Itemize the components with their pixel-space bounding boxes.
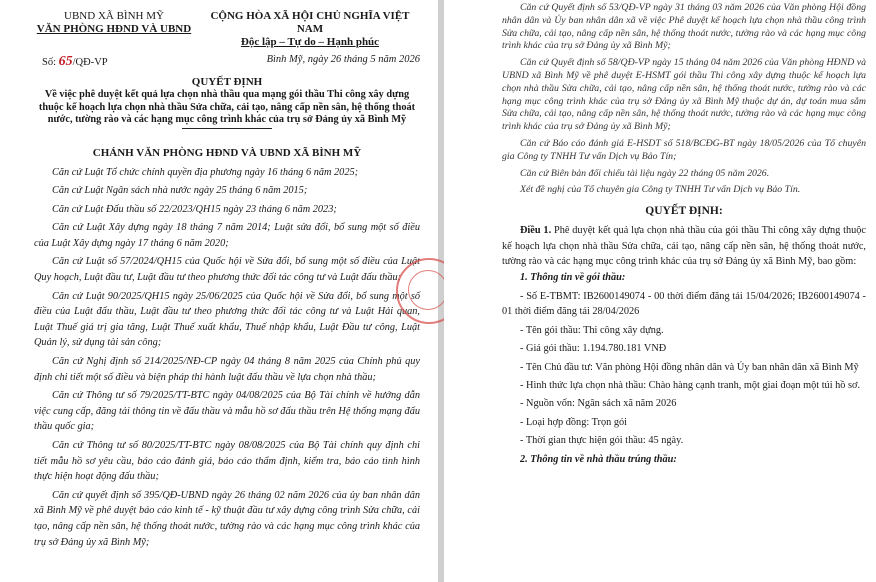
legal-basis: Căn cứ Quyết định số 58/QĐ-VP ngày 15 tháng 04 năm 2026 của Văn phòng HĐND và UBND xã Bình Mỹ về phê duyệt E-HSMT gói thầu Thi công xây dựng thuộc kế hoạch lựa chọn nhà thầu Sửa chữa, cải tạo, nâng cấp nền sân, hệ thống thoát nước, tường rào và các hạng mục công trình khác của trụ sở Đảng ủy xã Bình Mỹ thuộc dự án, dự toán mua sắm Sửa chữa, cải tạo, nâng cấp nền sân, hệ thống thoát nước, tường rào và các hạng mục công trình khác của trụ sở Đảng ủy xã Bình Mỹ; (502, 57, 866, 133)
number-prefix: Số: (42, 57, 57, 68)
legal-basis: Xét đề nghị của Tổ chuyên gia Công ty TNHH Tư vấn Dịch vụ Bảo Tín. (520, 184, 801, 196)
document-type: QUYẾT ĐỊNH (191, 76, 263, 88)
legal-basis: Căn cứ Biên bản đối chiếu tài liệu ngày 22 tháng 05 năm 2026. (520, 167, 770, 179)
legal-basis: Căn cứ quyết định số 395/QĐ-UBND ngày 26 tháng 02 năm 2026 của ủy ban nhân dân xã Bình Mỹ về phê duyệt báo cáo kinh tế - kỹ thuật đầu tư xây dựng công trình Sửa chữa, cải tạo, nâng cấp nền sân, hệ thống thoát nước, tường rào và các hạng mục công trình khác của trụ sở Đảng ủy xã Bình Mỹ; (34, 489, 420, 548)
issuing-authority: CHÁNH VĂN PHÒNG HĐND VÀ UBND XÃ BÌNH MỸ (92, 146, 362, 159)
package-info-item: - Tên Chủ đầu tư: Văn phòng Hội đồng nhân dân và Ủy ban nhân dân xã Bình Mỹ (520, 361, 859, 373)
section-package-info: 1. Thông tin về gói thầu: (520, 271, 626, 283)
legal-basis: Căn cứ Nghị định số 214/2025/NĐ-CP ngày 04 tháng 8 năm 2025 của Chính phủ quy định chi tiết một số điều và biện pháp thi hành luật đấu thầu về lựa chọn nhà thầu; (34, 356, 420, 383)
national-motto: Độc lập – Tự do – Hạnh phúc (240, 36, 380, 48)
agency-line-1: UBND XÃ BÌNH MỸ (64, 10, 164, 22)
republic-name: CỘNG HÒA XÃ HỘI CHỦ NGHĨA VIỆT NAM (210, 10, 410, 35)
package-info-item: - Giá gói thầu: 1.194.780.181 VNĐ (520, 343, 667, 355)
legal-basis: Căn cứ Luật Tổ chức chính quyền địa phương ngày 16 tháng 6 năm 2025; (52, 166, 359, 178)
legal-basis: Căn cứ Báo cáo đánh giá E-HSDT số 518/BCĐG-BT ngày 18/05/2026 của Tổ chuyên gia Công ty TNHH Tư vấn Dịch vụ Bảo Tín; (502, 137, 866, 162)
legal-basis: Căn cứ Thông tư số 79/2025/TT-BTC ngày 04/08/2025 của Bộ Tài chính về hướng dẫn việc cung cấp, đăng tải thông tin về đấu thầu và mẫu hồ sơ đấu thầu trên Hệ thống mạng đấu thầu quốc gia; (34, 390, 420, 433)
issuing-agency (34, 10, 194, 49)
article-1-text: Phê duyệt kết quả lựa chọn nhà thầu của gói thầu Thi công xây dựng thuộc kế hoạch lựa chọn nhà thầu Sửa chữa, cải tạo, nâng cấp nền sân, hệ thống thoát nước, tường rào và các hạng mục công trình khác của trụ sở Đảng ủy xã Bình Mỹ, bao gồm: (502, 225, 866, 268)
document-subject: Về việc phê duyệt kết quả lựa chọn nhà thầu qua mạng gói thầu Thi công xây dựng thuộc kế hoạch lựa chọn nhà thầu Sửa chữa, cải tạo, nâng cấp nền sân, hệ thống thoát nước, tường rào và các hạng mục công trình khác của trụ sở Đảng ủy xã Bình Mỹ (38, 89, 416, 125)
article-1 (502, 223, 866, 270)
national-header (200, 10, 420, 49)
document-page-right (444, 0, 876, 582)
section-winning-bidder: 2. Thông tin về nhà thầu trúng thầu: (520, 453, 677, 465)
legal-basis: Căn cứ Luật Ngân sách nhà nước ngày 25 tháng 6 năm 2015; (52, 185, 308, 197)
legal-basis: Căn cứ Luật số 57/2024/QH15 của Quốc hội về Sửa đổi, bổ sung một số điều của Luật Quy hoạch, Luật đầu tư, Luật đầu tư theo phương thức đối tác công tư và Luật đấu thầu; (34, 256, 420, 284)
article-1-label: Điều 1. (520, 225, 552, 237)
decision-heading: QUYẾT ĐỊNH: (645, 205, 723, 218)
seal-inner-ring (408, 270, 448, 310)
document-number (34, 54, 108, 70)
number-suffix: /QĐ-VP (72, 57, 108, 68)
package-info-item: - Thời gian thực hiện gói thầu: 45 ngày. (520, 435, 684, 447)
legal-basis: Căn cứ Luật Xây dựng ngày 18 tháng 7 năm 2014; Luật sửa đổi, bổ sung một số điều của Luật Xây dựng ngày 17 tháng 6 năm 2020; (34, 222, 420, 249)
package-info-item: - Số E-TBMT: IB2600149074 - 00 thời điểm đăng tải 15/04/2026; IB2600149074 - 01 thời điểm đăng tải 28/04/2026 (502, 290, 866, 318)
document-header (34, 10, 420, 49)
package-info-item: - Loại hợp đồng: Trọn gói (520, 416, 627, 428)
document-date: Bình Mỹ, ngày 26 tháng 5 năm 2026 (266, 54, 420, 65)
legal-basis: Căn cứ Quyết định số 53/QĐ-VP ngày 31 tháng 03 năm 2026 của Văn phòng Hội đồng nhân dân và Ủy ban nhân dân xã về việc Phê duyệt kế hoạch lựa chọn nhà thầu công trình Sửa chữa, cải tạo, nâng cấp nền sân, hệ thống thoát nước, tường rào và các hạng mục công trình khác của trụ sở Đảng ủy xã Bình Mỹ; (502, 2, 866, 52)
package-info-item: - Nguồn vốn: Ngân sách xã năm 2026 (520, 398, 677, 410)
number-handwritten: 65 (58, 54, 73, 69)
package-info-item: - Hình thức lựa chọn nhà thầu: Chào hàng cạnh tranh, một giai đoạn một túi hồ sơ. (520, 379, 861, 391)
title-underline (182, 128, 272, 129)
legal-basis: Căn cứ Thông tư số 80/2025/TT-BTC ngày 08/08/2025 của Bộ Tài chính quy định chi tiết mẫu hồ sơ yêu cầu, báo cáo đánh giá, báo cáo thẩm định, kiểm tra, báo cáo tình hình thực hiện hoạt động đấu thầu; (34, 440, 420, 483)
legal-basis: Căn cứ Luật 90/2025/QH15 ngày 25/06/2025 của Quốc hội về Sửa đổi, bổ sung một số điều của Luật đấu thầu, Luật đầu tư theo phương thức đối tác công tư và Luật Hải quan, Luật Thuế giá trị gia tăng, Luật Thuế xuất khẩu, Thuế nhập khẩu, Luật Đầu tư công, Luật Quản lý, sử dụng tài sản công; (34, 290, 420, 349)
number-date-line (34, 54, 420, 70)
legal-basis: Căn cứ Luật Đấu thầu số 22/2023/QH15 ngày 23 tháng 6 năm 2023; (52, 203, 337, 215)
agency-line-2: VĂN PHÒNG HĐND VÀ UBND (36, 23, 192, 35)
package-info-item: - Tên gói thầu: Thi công xây dựng. (520, 324, 664, 336)
